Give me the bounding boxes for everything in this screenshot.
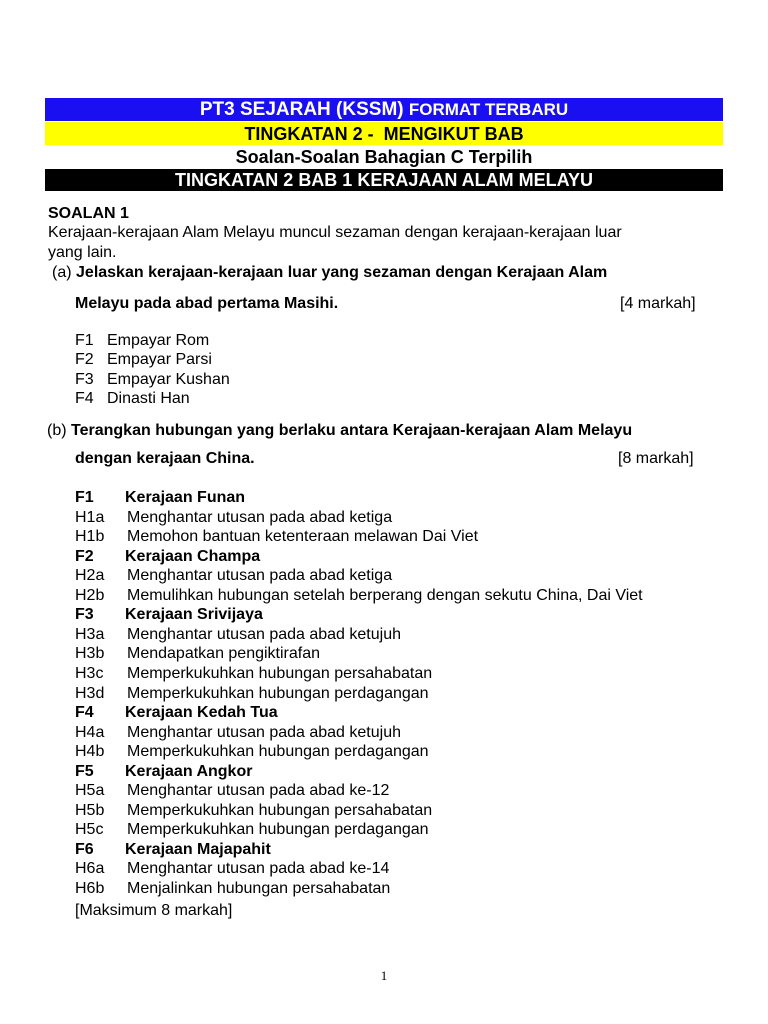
answer-code: F4 [75,390,94,407]
answer-b-heading [75,704,278,722]
part-b-line2: dengan kerajaan China. [75,450,255,467]
answer-text: Memperkukuhkan hubungan perdagangan [127,684,429,702]
answer-b-item [75,880,390,898]
title-suffix: FORMAT TERBARU [408,100,569,119]
answer-text: Menghantar utusan pada abad ketujuh [127,625,401,643]
answer-code: H5b [75,801,105,819]
answer-code: H1a [75,508,105,526]
answer-text: Menjalinkan hubungan persahabatan [127,880,391,897]
answer-text: Kerajaan Srivijaya [125,606,263,624]
answer-text: Kerajaan Kedah Tua [125,704,278,722]
answer-text: Kerajaan Majapahit [125,840,271,858]
answer-code: H6a [75,860,105,878]
part-b-prefix: (b) [47,422,67,439]
title-main: PT3 SEJARAH (KSSM) [199,99,404,120]
answer-b-heading [75,548,260,566]
answer-b-heading [75,606,263,624]
answer-text: Empayar Parsi [107,351,212,368]
part-a-question: Jelaskan kerajaan-kerajaan luar yang sezaman dengan Kerajaan Alam [76,264,608,281]
answer-code: H5c [75,821,104,839]
answer-code: F2 [75,351,94,368]
answer-text: Kerajaan Angkor [125,762,253,780]
answer-a-item [75,332,209,350]
answer-b-item [75,587,643,605]
answer-code: H5a [75,782,105,800]
answer-code: H4b [75,743,105,761]
part-b-question: Terangkan hubungan yang berlaku antara Kerajaan-kerajaan Alam Melayu [71,422,633,439]
answer-text: Mendapatkan pengiktirafan [127,645,321,663]
answer-code: H1b [75,528,105,546]
answer-text: Menghantar utusan pada abad ke-12 [127,782,390,800]
answer-code: F5 [75,762,94,780]
answer-b-item [75,665,432,683]
answer-text: Kerajaan Funan [125,489,246,506]
part-a-prefix: (a) [52,264,72,281]
answer-code: H3b [75,645,105,663]
answer-b-item [75,567,392,585]
answer-b-item [75,860,389,878]
answer-code: H4a [75,723,105,741]
answer-text: Dinasti Han [107,390,190,407]
answer-b-item [75,802,432,820]
answer-b-item [75,724,401,742]
answer-text: Memulihkan hubungan setelah berperang dengan sekutu China, Dai Viet [127,586,643,604]
part-a-line1 [52,264,607,282]
answer-code: F3 [75,371,94,388]
answer-b-heading [75,489,245,507]
answer-code: F1 [75,332,94,349]
answer-b-item [75,509,392,527]
answer-b-heading [75,841,271,859]
answer-text: Menghantar utusan pada abad ketiga [127,508,393,526]
answer-text: Memperkukuhkan hubungan persahabatan [127,801,433,819]
part-a-line2: Melayu pada abad pertama Masihi. [75,295,339,312]
answer-code: H6b [75,880,105,897]
answer-b-item [75,626,401,644]
answer-a-item [75,390,190,408]
answer-b-item [75,782,389,800]
answer-code: F2 [75,547,94,565]
part-a-marks: [4 markah] [620,295,696,312]
answer-b-heading [75,763,252,781]
answer-text: Menghantar utusan pada abad ketiga [127,567,393,585]
question-intro-line1: Kerajaan-kerajaan Alam Melayu muncul sezaman dengan kerajaan-kerajaan luar [48,224,622,241]
answer-code: H3c [75,664,104,682]
answer-b-item [75,685,429,703]
question-label: SOALAN 1 [48,205,129,222]
answer-text: Menghantar utusan pada abad ke-14 [127,860,390,878]
answer-text: Memohon bantuan ketenteraan melawan Dai Viet [127,528,479,546]
answer-b-item [75,743,429,761]
page-number: 1 [380,968,388,983]
subtitle-banner [45,122,723,145]
subtitle: TINGKATAN 2 - MENGIKUT BAB [244,123,524,144]
part-b-line1 [47,422,632,440]
part-b-marks: [8 markah] [618,450,694,467]
answer-a-item [75,351,212,369]
max-marks-note: [Maksimum 8 markah] [75,902,233,919]
answer-code: F4 [75,704,94,722]
answer-code: H2a [75,567,105,585]
title-banner [45,98,723,121]
answer-b-item [75,645,320,663]
chapter-title: TINGKATAN 2 BAB 1 KERAJAAN ALAM MELAYU [174,170,594,190]
answer-code: F1 [75,489,94,506]
answer-code: H3a [75,625,105,643]
section-title: Soalan-Soalan Bahagian C Terpilih [235,147,533,167]
answer-text: Kerajaan Champa [125,547,261,565]
answer-text: Memperkukuhkan hubungan persahabatan [127,664,433,682]
answer-b-item [75,528,478,546]
answer-text: Empayar Kushan [107,371,230,388]
answer-text: Empayar Rom [107,332,210,349]
answer-text: Menghantar utusan pada abad ketujuh [127,723,401,741]
answer-code: F3 [75,606,94,624]
section-banner [45,146,723,168]
answer-text: Memperkukuhkan hubungan perdagangan [127,821,429,839]
answer-code: H3d [75,684,105,702]
question-intro-line2: yang lain. [48,244,117,261]
answer-b-item [75,821,429,839]
answer-code: H2b [75,586,105,604]
answer-code: F6 [75,840,94,858]
answer-a-item [75,371,230,389]
answer-text: Memperkukuhkan hubungan perdagangan [127,743,429,761]
chapter-banner [45,169,723,191]
